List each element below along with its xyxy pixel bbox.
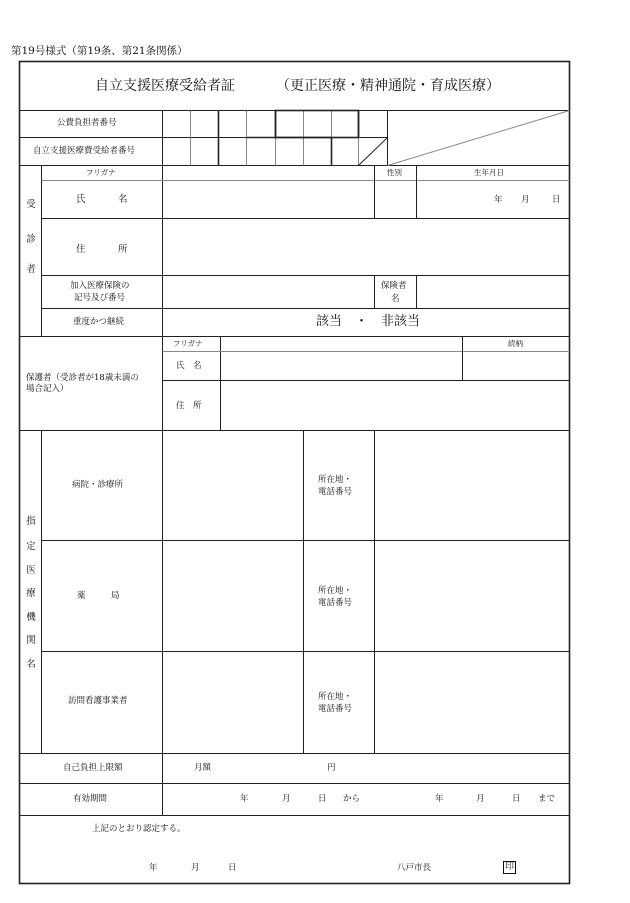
guardian-furigana-label: フリガナ (173, 339, 203, 348)
public-payer-number-label: 公費負担者番号 (57, 118, 117, 128)
birthdate-label: 生年月日 (474, 168, 504, 177)
validity-from-year: 年 (240, 794, 249, 804)
pharmacy-location-label-2: 電話番号 (318, 598, 353, 608)
patient-side-label-2: 診 (26, 234, 36, 245)
insurer-label-2: 名 (391, 294, 400, 304)
validity-from-day: 日 (318, 794, 327, 804)
visiting-nursing-label: 訪問看護事業者 (68, 696, 128, 706)
validity-to-year: 年 (435, 794, 444, 804)
insurance-label-1: 加入医療保険の (70, 281, 130, 291)
guardian-label-1: 保護者（受診者が18歳未満の (26, 373, 139, 383)
patient-side-label-1: 受 (26, 199, 36, 210)
certificate-subtitle: （更正医療・精神通院・育成医療） (276, 78, 500, 94)
validity-until-label: まで (538, 794, 556, 804)
insurance-label-2: 記号及び番号 (74, 293, 126, 303)
certification-text: 上記のとおり認定する。 (92, 824, 186, 834)
recipient-number-label: 自立支援医療費受給者番号 (33, 146, 136, 156)
nursing-location-label-2: 電話番号 (318, 704, 353, 714)
certification-day: 日 (228, 863, 237, 873)
pharmacy-label: 薬 局 (77, 591, 120, 601)
certificate-title: 自立支援医療受給者証 (95, 78, 235, 94)
pharmacy-location-label-1: 所在地・ (318, 586, 353, 596)
monthly-label: 月額 (194, 763, 212, 773)
severe-continuous-value: 該当 ・ 非該当 (316, 314, 421, 329)
severe-continuous-label: 重度かつ継続 (73, 317, 125, 327)
insurer-label-1: 保険者 (381, 281, 407, 291)
guardian-name-label: 氏 名 (176, 361, 202, 371)
facility-side-label-4: 療 (26, 588, 36, 599)
validity-from-label: から (343, 794, 361, 804)
birth-day-label: 日 (552, 195, 561, 205)
facility-side-label-7: 名 (26, 659, 36, 670)
yen-label: 円 (327, 763, 336, 773)
patient-furigana-label: フリガナ (86, 168, 116, 177)
facility-side-label-6: 関 (26, 635, 36, 646)
facility-side-label-5: 機 (26, 612, 36, 623)
validity-to-month: 月 (476, 794, 485, 804)
seal-mark: 印 (504, 862, 514, 872)
issuer-name: 八戸市長 (397, 863, 432, 873)
certification-year: 年 (149, 863, 158, 873)
facility-side-label-3: 医 (26, 565, 36, 576)
guardian-label-2: 場合記入） (26, 384, 69, 394)
birth-year-label: 年 (494, 195, 503, 205)
validity-to-day: 日 (512, 794, 521, 804)
patient-side-label-3: 者 (26, 264, 36, 275)
patient-name-label-2: 名 (118, 194, 128, 205)
copay-limit-label: 自己負担上限額 (63, 763, 123, 773)
patient-name-label-1: 氏 (76, 194, 86, 205)
sex-label: 性別 (387, 168, 402, 177)
hospital-location-label-2: 電話番号 (318, 487, 353, 497)
certification-month: 月 (191, 863, 200, 873)
nursing-location-label-1: 所在地・ (318, 692, 353, 702)
facility-side-label-2: 定 (26, 541, 36, 552)
validity-from-month: 月 (282, 794, 291, 804)
relation-label: 続柄 (508, 339, 523, 348)
guardian-address-label: 住 所 (176, 401, 202, 411)
facility-side-label-1: 指 (26, 516, 36, 527)
hospital-clinic-label: 病院・診療所 (72, 480, 124, 490)
validity-period-label: 有効期間 (73, 794, 108, 804)
patient-address-label-1: 住 (76, 244, 86, 255)
birth-month-label: 月 (521, 195, 530, 205)
patient-address-label-2: 所 (118, 244, 128, 255)
hospital-location-label-1: 所在地・ (318, 475, 353, 485)
form-number: 第19号様式（第19条、第21条関係） (11, 45, 188, 57)
